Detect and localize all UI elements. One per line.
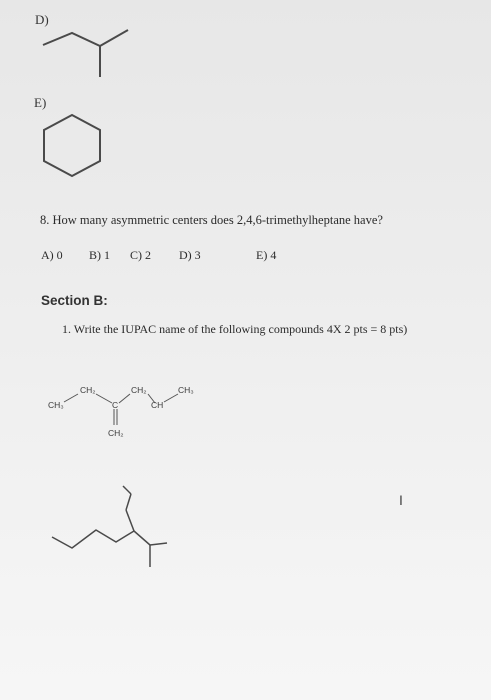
question-8-text: 8. How many asymmetric centers does 2,4,6-trimethylheptane have? bbox=[40, 213, 383, 227]
section-b-item-1: 1. Write the IUPAC name of the following compounds 4X 2 pts = 8 pts) bbox=[62, 322, 408, 336]
text-cursor-icon: I bbox=[399, 492, 403, 508]
choice-e: E) 4 bbox=[256, 248, 277, 262]
section-b-title: Section B: bbox=[41, 293, 108, 308]
structure-1-ch-mid: CH bbox=[151, 400, 164, 410]
option-d-label: D) bbox=[35, 12, 49, 27]
choice-c: C) 2 bbox=[130, 248, 151, 262]
structure-1-ch3-right: CH₃ bbox=[178, 385, 194, 395]
structure-1-c-center: C bbox=[112, 400, 119, 410]
structure-1-ch2-a: CH₂ bbox=[80, 385, 96, 395]
option-e-label: E) bbox=[34, 95, 47, 110]
choice-a: A) 0 bbox=[41, 248, 63, 262]
structure-1-ch2-b: CH₂ bbox=[131, 385, 147, 395]
choice-b: B) 1 bbox=[89, 248, 110, 262]
choice-d: D) 3 bbox=[179, 248, 201, 262]
structure-1-ch2-double: CH₂ bbox=[108, 428, 124, 438]
structure-1-ch3-left: CH₃ bbox=[48, 400, 64, 410]
